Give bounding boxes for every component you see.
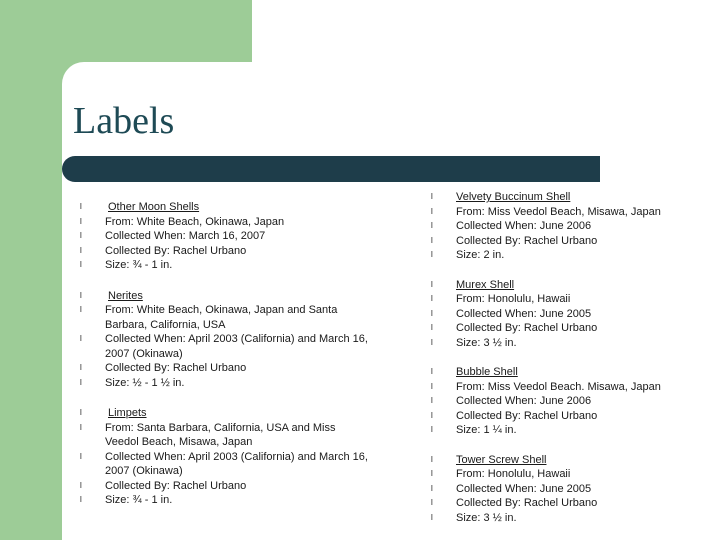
list-item xyxy=(80,332,370,361)
bullet-icon: l xyxy=(431,337,433,347)
list-item xyxy=(431,205,716,220)
list-item xyxy=(80,244,370,259)
shell-name-link[interactable]: Bubble Shell xyxy=(456,366,518,378)
shell-collected-by: Collected By: Rachel Urbano xyxy=(456,322,598,334)
list-item xyxy=(431,453,716,468)
list-item xyxy=(431,467,716,482)
list-item xyxy=(431,234,716,249)
shell-entry-limpets xyxy=(80,406,370,508)
bullet-icon: l xyxy=(431,410,433,420)
shell-collected-when: Collected When: June 2005 xyxy=(456,307,592,320)
shell-collected-by: Collected By: Rachel Urbano xyxy=(105,244,247,257)
bullet-icon: l xyxy=(80,290,82,300)
list-item xyxy=(431,423,716,438)
shell-size: Size: 2 in. xyxy=(456,249,505,261)
bullet-icon: l xyxy=(80,363,82,372)
list-item xyxy=(80,421,370,450)
shell-size: Size: 3 ½ in. xyxy=(456,336,517,349)
bullet-icon: l xyxy=(80,408,82,417)
bullet-icon: l xyxy=(80,260,82,269)
shell-collected-by: Collected By: Rachel Urbano xyxy=(105,479,247,492)
shell-size: Size: ¾ - 1 in. xyxy=(105,259,173,271)
list-item xyxy=(431,409,716,424)
list-item xyxy=(80,258,370,273)
shell-name-link[interactable]: Velvety Buccinum Shell xyxy=(456,191,571,203)
bullet-icon: l xyxy=(80,334,82,343)
bullet-icon: l xyxy=(431,235,433,245)
list-item xyxy=(80,200,370,215)
shell-from: From: Honolulu, Hawaii xyxy=(456,468,571,480)
shell-collected-when: Collected When: March 16, 2007 xyxy=(105,230,266,242)
shell-collected-by: Collected By: Rachel Urbano xyxy=(456,234,598,247)
bullet-icon: l xyxy=(431,221,433,230)
list-item xyxy=(80,493,370,508)
list-item xyxy=(431,365,716,380)
shell-collected-when: Collected When: June 2006 xyxy=(456,395,592,407)
bullet-icon: l xyxy=(80,305,82,314)
shell-collected-when: Collected When: April 2003 (California) and March 16, 2007 (Okinawa) xyxy=(105,333,368,360)
bullet-icon: l xyxy=(431,323,433,332)
bullet-icon: l xyxy=(80,202,82,211)
list-item xyxy=(80,229,370,244)
shell-name-link[interactable]: Limpets xyxy=(108,407,147,419)
shell-entry-velvety-buccinum xyxy=(431,190,716,263)
bullet-icon: l xyxy=(431,279,433,289)
list-item xyxy=(431,278,716,293)
list-item xyxy=(431,292,716,307)
bullet-icon: l xyxy=(431,512,433,522)
shell-entry-nerites xyxy=(80,289,370,391)
list-item xyxy=(80,406,370,421)
shell-collected-by: Collected By: Rachel Urbano xyxy=(456,497,598,509)
list-item xyxy=(431,248,716,263)
shell-collected-when: Collected When: June 2006 xyxy=(456,220,592,232)
green-side-band xyxy=(0,0,62,540)
shell-collected-when: Collected When: June 2005 xyxy=(456,482,592,495)
shell-from: From: Miss Veedol Beach, Misawa, Japan xyxy=(456,205,661,218)
shell-size: Size: 1 ¼ in. xyxy=(456,424,517,436)
list-item xyxy=(431,380,716,395)
shell-collected-by: Collected By: Rachel Urbano xyxy=(456,409,598,422)
bullet-icon: l xyxy=(431,367,433,376)
shell-name-link[interactable]: Tower Screw Shell xyxy=(456,453,547,466)
list-item xyxy=(80,376,370,391)
bullet-icon: l xyxy=(80,231,82,240)
list-item xyxy=(80,289,370,304)
shell-collected-when: Collected When: April 2003 (California) and March 16, 2007 (Okinawa) xyxy=(105,450,368,477)
bullet-icon: l xyxy=(431,294,433,303)
bullet-icon: l xyxy=(431,396,433,405)
shell-size: Size: ½ - 1 ½ in. xyxy=(105,376,185,389)
list-item xyxy=(431,511,716,526)
shell-entry-other-moon-shells xyxy=(80,200,370,273)
shell-entry-murex xyxy=(431,278,716,351)
bullet-icon: l xyxy=(431,250,433,259)
slide-title: Labels xyxy=(73,100,175,142)
left-column xyxy=(80,200,370,524)
bullet-icon: l xyxy=(431,498,433,507)
shell-name-link[interactable]: Other Moon Shells xyxy=(108,201,200,213)
shell-size: Size: 3 ½ in. xyxy=(456,511,517,524)
bullet-icon: l xyxy=(431,206,433,216)
shell-from: From: Santa Barbara, California, USA and Miss Veedol Beach, Misawa, Japan xyxy=(105,421,336,448)
shell-from: From: Miss Veedol Beach. Misawa, Japan xyxy=(456,380,661,393)
bullet-icon: l xyxy=(80,451,82,461)
shell-entry-tower-screw xyxy=(431,453,716,526)
shell-entry-bubble xyxy=(431,365,716,438)
shell-size: Size: ¾ - 1 in. xyxy=(105,494,173,506)
shell-collected-by: Collected By: Rachel Urbano xyxy=(105,362,247,374)
bullet-icon: l xyxy=(431,454,433,464)
shell-from: From: White Beach, Okinawa, Japan and Santa Barbara, California, USA xyxy=(105,304,338,331)
right-column xyxy=(431,190,716,540)
title-underline-bar xyxy=(62,156,600,182)
shell-from: From: White Beach, Okinawa, Japan xyxy=(105,215,285,228)
list-item xyxy=(431,307,716,322)
bullet-icon: l xyxy=(80,216,82,226)
list-item xyxy=(80,215,370,230)
bullet-icon: l xyxy=(80,422,82,432)
list-item xyxy=(431,321,716,336)
bullet-icon: l xyxy=(431,483,433,493)
list-item xyxy=(431,496,716,511)
list-item xyxy=(431,190,716,205)
list-item xyxy=(80,450,370,479)
list-item xyxy=(431,482,716,497)
shell-from: From: Honolulu, Hawaii xyxy=(456,293,571,305)
list-item xyxy=(80,303,370,332)
bullet-icon: l xyxy=(431,192,433,201)
bullet-icon: l xyxy=(80,480,82,490)
shell-name-link[interactable]: Murex Shell xyxy=(456,278,515,291)
list-item xyxy=(80,361,370,376)
bullet-icon: l xyxy=(80,495,82,504)
bullet-icon: l xyxy=(431,469,433,478)
bullet-icon: l xyxy=(431,425,433,434)
list-item xyxy=(431,336,716,351)
list-item xyxy=(431,219,716,234)
bullet-icon: l xyxy=(431,381,433,391)
bullet-icon: l xyxy=(80,377,82,387)
list-item xyxy=(80,479,370,494)
bullet-icon: l xyxy=(431,308,433,318)
shell-name-link[interactable]: Nerites xyxy=(108,289,143,302)
bullet-icon: l xyxy=(80,245,82,255)
list-item xyxy=(431,394,716,409)
